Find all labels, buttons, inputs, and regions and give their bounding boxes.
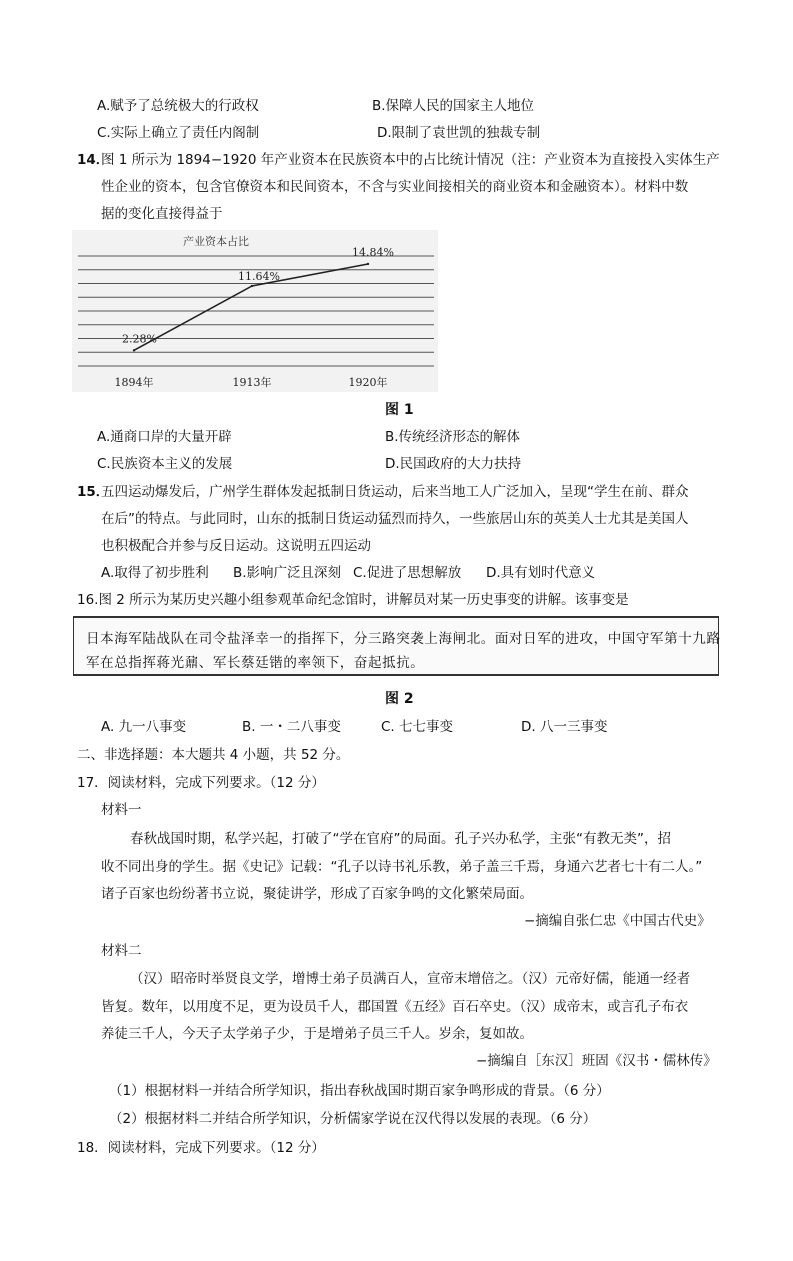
quote-line-1: 日本海军陆战队在司令盐泽幸一的指挥下，分三路突袭上海闸北。面对日军的进攻，中国守军第十九路 bbox=[86, 631, 721, 647]
q15-text-line-2: 在后”的特点。与此同时，山东的抵制日货运动猛烈而持久，一些旅居山东的英美人士尤其是美国人 bbox=[101, 511, 689, 527]
q14-text-line-3: 据的变化直接得益于 bbox=[101, 206, 223, 222]
q15-option-c: C.促进了思想解放 bbox=[353, 565, 462, 581]
section-2-heading: 二、非选择题：本大题共 4 小题，共 52 分。 bbox=[77, 747, 350, 763]
chart-data-label-1: 11.64% bbox=[238, 269, 280, 283]
q16-option-b: B. 一・二八事变 bbox=[242, 719, 341, 735]
q17-header: 17．阅读材料，完成下列要求。（12 分） bbox=[77, 775, 325, 791]
q13-option-d: D.限制了袁世凯的独裁专制 bbox=[377, 125, 541, 141]
q14-option-c: C.民族资本主义的发展 bbox=[97, 456, 233, 472]
material-1-line-2: 收不同出身的学生。据《史记》记载：“孔子以诗书礼乐教，弟子盖三千焉，身通六艺者七十有二人。” bbox=[101, 859, 703, 875]
material-2-line-2: 皆复。数年，以用度不足，更为设员千人，郡国置《五经》百石卒史。（汉）成帝末，或言孔子布衣 bbox=[101, 999, 689, 1015]
q17-question-2: （2）根据材料二并结合所学知识，分析儒家学说在汉代得以发展的表现。（6 分） bbox=[109, 1111, 597, 1127]
q15-text-line-3: 也积极配合并参与反日运动。这说明五四运动 bbox=[101, 538, 371, 554]
material-1-line-1: 春秋战国时期，私学兴起，打破了“学在官府”的局面。孔子兴办私学，主张“有教无类”，招 bbox=[130, 831, 671, 847]
figure-1-chart bbox=[72, 230, 438, 392]
chart-point-1920年 bbox=[367, 263, 369, 265]
q15-number: 15． bbox=[77, 484, 110, 500]
q18-header: 18．阅读材料，完成下列要求。（12 分） bbox=[77, 1140, 325, 1156]
quote-line-2: 军在总指挥蒋光鼐、军长蔡廷锴的率领下，奋起抵抗。 bbox=[86, 655, 425, 671]
q14-option-a: A.通商口岸的大量开辟 bbox=[97, 429, 232, 445]
q16-option-a: A. 九一八事变 bbox=[101, 719, 187, 735]
q13-option-c: C.实际上确立了责任内阁制 bbox=[97, 125, 260, 141]
q15-option-b: B.影响广泛且深刻 bbox=[233, 565, 342, 581]
material-2-line-1: （汉）昭帝时举贤良文学，增博士弟子员满百人，宣帝末增倍之。（汉）元帝好儒，能通一经者 bbox=[130, 971, 691, 987]
q15-text-line-1: 五四运动爆发后，广州学生群体发起抵制日货运动，后来当地工人广泛加入，呈现“学生在前、群众 bbox=[101, 484, 689, 500]
q13-option-b: B.保障人民的国家主人地位 bbox=[372, 98, 535, 114]
figure-2-quote-box bbox=[73, 616, 719, 676]
q14-option-d: D.民国政府的大力扶持 bbox=[385, 456, 522, 472]
material-1-title: 材料一 bbox=[101, 802, 142, 818]
chart-point-1913年 bbox=[251, 285, 253, 287]
q13-option-a: A.赋予了总统极大的行政权 bbox=[97, 98, 259, 114]
q16-option-d: D. 八一三事变 bbox=[521, 719, 608, 735]
chart-data-label-0: 2.28% bbox=[122, 332, 157, 346]
q14-option-b: B.传统经济形态的解体 bbox=[385, 429, 521, 445]
chart-title: 产业资本占比 bbox=[183, 235, 249, 248]
q16-option-c: C. 七七事变 bbox=[381, 719, 454, 735]
q17-question-1: （1）根据材料一并结合所学知识，指出春秋战国时期百家争鸣形成的背景。（6 分） bbox=[109, 1083, 610, 1099]
material-2-source: −摘编自［东汉］班固《汉书・儒林传》 bbox=[476, 1053, 717, 1069]
material-2-title: 材料二 bbox=[101, 943, 142, 959]
q15-option-d: D.具有划时代意义 bbox=[486, 565, 596, 581]
figure-1-caption: 图 1 bbox=[385, 402, 414, 418]
chart-x-tick-2: 1920年 bbox=[348, 376, 388, 389]
chart-point-1894年 bbox=[133, 349, 135, 351]
material-1-line-3: 诸子百家也纷纷著书立说，聚徒讲学，形成了百家争鸣的文化繁荣局面。 bbox=[101, 886, 533, 902]
material-2-line-3: 养徒三千人，今天子太学弟子少，于是增弟子员三千人。岁余，复如故。 bbox=[101, 1026, 533, 1042]
q14-text-line-1: 图 1 所示为 1894−1920 年产业资本在民族资本中的占比统计情况（注：产业资本为直接投入实体生产 bbox=[101, 152, 720, 168]
chart-x-tick-1: 1913年 bbox=[232, 376, 272, 389]
q14-number: 14． bbox=[77, 152, 110, 168]
q14-text-line-2: 性企业的资本，包含官僚资本和民间资本，不含与实业间接相关的商业资本和金融资本）。材料中数 bbox=[101, 179, 689, 195]
chart-data-label-2: 14.84% bbox=[352, 245, 394, 259]
figure-2-caption: 图 2 bbox=[385, 691, 414, 707]
q15-option-a: A.取得了初步胜利 bbox=[101, 565, 209, 581]
q16-text: 16.图 2 所示为某历史兴趣小组参观革命纪念馆时，讲解员对某一历史事变的讲解。该事变是 bbox=[77, 592, 629, 608]
material-1-source: −摘编自张仁忠《中国古代史》 bbox=[524, 913, 711, 929]
chart-x-tick-0: 1894年 bbox=[114, 376, 154, 389]
